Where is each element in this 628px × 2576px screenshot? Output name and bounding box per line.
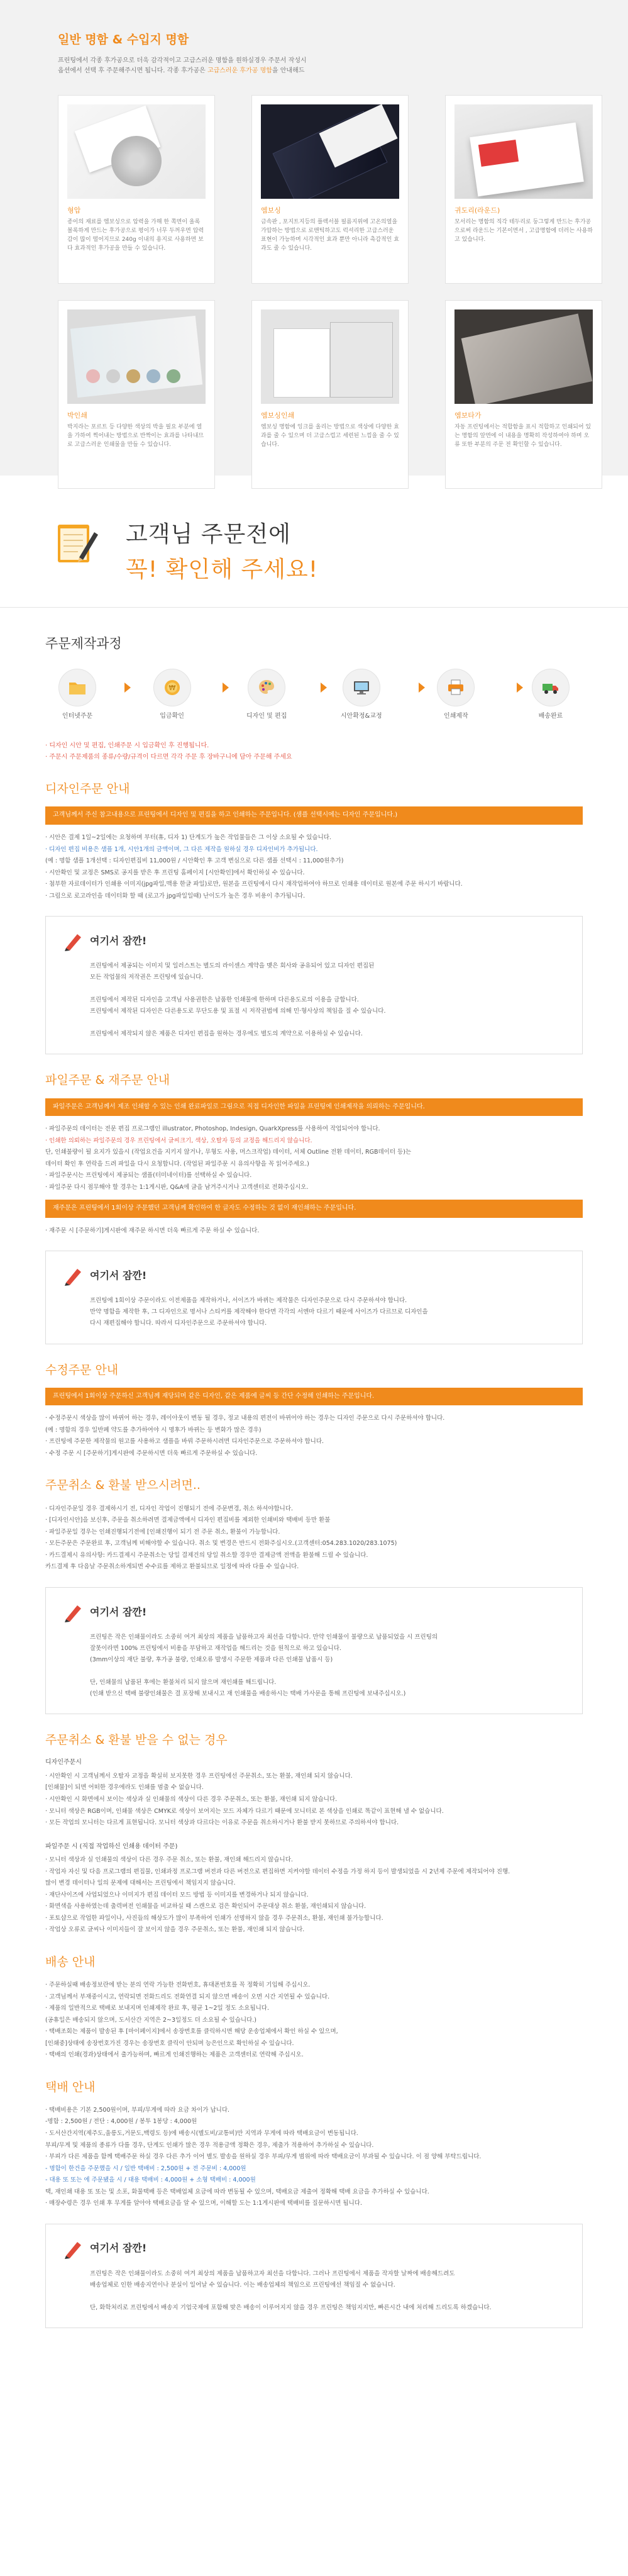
list-item: · 수정주문시 색상을 많이 바뀌어 하는 경우, 레이아웃이 변동 될 경우, 정교 내용의 편전이 바뀌어야 하는 경우는 디자인 주문으로 다시 주문하셔야 합니다. — [45, 1415, 445, 1422]
list-item: · 화면색을 사용하였는데 출력버전 인쇄물을 비교하실 때 스캔으로 검은 확인되어 주문대상 취소 환불, 재인쇄되지 않습니다. — [45, 1903, 366, 1910]
design-order-list — [45, 832, 583, 902]
edit-order-list — [45, 1413, 583, 1459]
design-order-banner: 고객님께서 주신 참고내용으로 프린팅에서 디자인 및 편집을 하고 인쇄하는 주문입니다. (샘플 선택시에는 디자인 주문입니다.) — [45, 806, 583, 825]
list-item: (예 : 명함 샘플 1개선택 : 디자인편집비 11,000원 / 시안확인 후 고객 변심으로 다른 샘플 선택시 : 11,000원추가) — [45, 857, 344, 865]
list-item: · 모니터 색상과 실 인쇄물의 색상이 다른 경우 주문 취소, 또는 환불, 재인쇄 해드리지 않습니다. — [45, 1856, 293, 1864]
list-item — [45, 844, 583, 856]
caution-line: 프린팅에서 제공되는 이미지 및 일러스트는 별도의 라이센스 계약을 맺은 회사와 공유되어 있고 디자인 편집된 — [90, 962, 375, 970]
list-item: [인쇄중]상태에 송장번호가진 경우는 송장번호 클릭이 안되며 능은인으로 확인하실 수 있습니다. — [45, 2039, 294, 2047]
caution-line: 단, 화학처리로 프린팅에서 배송지 기업국제에 포함해 맞은 배송이 이루어지지 않을 경우 프린팅은 책임지지만, 빠른시간 내에 처리해 드리도록 하겠습니다. — [90, 2304, 492, 2311]
step-label: 입금확인 — [160, 712, 184, 720]
arrow-right-icon — [124, 683, 131, 693]
delivery-title: 배송 안내 — [45, 1954, 96, 1969]
list-item: · 파일주문의 데이터는 전문 편집 프로그램인 illustrator, Photoshop, Indesign, QuarkXpress를 사용하여 작업되어야 합니다. — [45, 1125, 380, 1133]
list-item: · 작업자 자신 및 다음 프로그램의 편집물, 인쇄과정 프로그램 버전과 다른 버전으로 편집하면 지켜야할 데이터 수정을 가정 하지 등이 발생되었을 시 2년제 주문에 제작되어야 진행. — [45, 1868, 510, 1875]
list-item: · 재단사이즈에 사업되었으나 이미지가 편집 데이터 모드 방법 등 이미지를 변경하거나 되지 않습니다. — [45, 1891, 309, 1899]
card-title: 박인쇄 — [67, 411, 87, 420]
arrow-right-icon — [321, 683, 327, 693]
finish-card[interactable] — [58, 95, 215, 284]
description-line: 프린팅에서 각종 후가공으로 더욱 감각적이고 고급스러운 명함을 원하실경우 주문서 작성시 — [58, 57, 307, 65]
card-description: 금속판 , 포지트지등의 플렉서블 필름지위에 고온의열을 가압하는 방법으로 로맨틱하고도 럭셔리한 고급스러운 표현이 가능하며 시각적인 효과 뿐만 아니라 촉감적인 효과도 줄 수 있습니다. — [261, 219, 399, 252]
list-item: · 시안은 결제 1일~2일에는 요청하며 부터(휴, 디자 1) 단계도가 높은 작업물들은 그 이상 소요될 수 있습니다. — [45, 834, 331, 841]
reorder-list — [45, 1225, 583, 1237]
list-item: · 부피가 다른 제품을 함께 택배주문 하실 경우 다른 추가 이어 별도 발송을 원하실 경우 부피/무게 범위에 따라 택배요금이 부과될 수 있습니다. 이 점 양해 부탁드립니다. — [45, 2153, 482, 2161]
card-description: 모서리는 명함의 직각 테두리로 둥그렇게 만드는 후가공으로써 라운드는 기본이면서 , 고급명함에 더러는 사용하고 있습니다. — [454, 219, 593, 243]
emboss-print-photo — [261, 309, 399, 404]
list-item: · 매장수령은 경우 인쇄 후 무게를 알아야 택배요금을 알 수 있으며, 이해할 도는 1:1게시판에 택배비를 질문하시면 됩니다. — [45, 2200, 362, 2207]
coin-icon — [162, 677, 182, 698]
step-circle — [248, 669, 285, 706]
description-text: 을 안내해드 — [272, 67, 305, 75]
edit-order-banner: 프린팅에서 1회이상 주문하신 고객님께 재당되며 같은 디자인, 같은 제품에 글씨 등 간단 수정해 인쇄하는 주문입니다. — [45, 1388, 583, 1406]
list-item: [인쇄물]이 되면 어떠한 경우에라도 인쇄를 멈출 수 없습니다. — [45, 1784, 204, 1792]
list-item: · 시안확인 시 화면에서 보이는 색상과 실 인쇄물의 색상이 다른 경우 주문취소, 또는 환불, 재인쇄 되지 않습니다. — [45, 1796, 338, 1803]
notice-banner — [0, 476, 628, 608]
caution-header — [62, 930, 566, 952]
step-circle — [532, 669, 570, 706]
step-circle — [343, 669, 380, 706]
embossing-photo — [67, 104, 206, 199]
process-note: · 주문시 주문제품의 종류/수량/규격이 다르면 각각 주문 후 장바구니에 담아 주문해 주세요 — [45, 754, 292, 761]
rounded-corner-photo — [454, 104, 593, 199]
highlight-text: · 인쇄한 의뢰하는 파일주문의 경우 프린팅에서 글씨크기, 색상, 오탈자 등의 교정을 해드리지 않습니다. — [45, 1137, 312, 1144]
list-item: · 디자인주문일 경우 결제하시기 전, 디자인 작업이 진행되기 전에 주문변경, 취소 하셔야합니다. — [45, 1505, 294, 1512]
caution-line: 만약 명함을 제작한 후, 그 디자인으로 명서나 스티커를 제작해야 한다면 각각의 서엔마 다르기 때문에 사이즈가 다르므로 디자인을 — [90, 1308, 428, 1316]
list-item: · 택배의 인쇄(경과)상태에서 출가능하며, 빠르게 인쇄진행하는 제품은 고객센터로 연락해 주십시오. — [45, 2051, 304, 2059]
finish-card[interactable] — [58, 300, 215, 489]
caution-text — [62, 1632, 566, 1700]
process-steps — [45, 669, 583, 722]
no-refund-title: 주문취소 & 환불 받을 수 없는 경우 — [45, 1733, 228, 1748]
step-label: 시안확정&교정 — [340, 712, 382, 720]
caution-text — [62, 2268, 566, 2314]
caution-line: 프린팅에서 제작된 디자인을 고객님 사용권한은 납품한 인쇄물에 한하며 다른용도로의 이용을 금합니다. — [90, 996, 359, 1004]
caution-header — [62, 1602, 566, 1623]
caution-line: (인쇄 받으신 택배 불량인쇄물은 결 포장해 보내시고 재 인쇄물을 배송하시는 택배 가사문을 통해 프린팅에 보내주십시오.) — [90, 1690, 406, 1698]
card-title: 엠보타가 — [454, 411, 482, 420]
list-item: -명함 : 2,500원 / 전단 : 4,000원 / 봉투 1봉당 : 4,000원 — [45, 2118, 197, 2126]
caution-line: 배송업체로 인한 배송지연이나 분실이 일어날 수 있습니다. 이는 배송업체의 책임으로 프린팅에선 책임질 수 없습니다. — [90, 2281, 395, 2289]
pencil-icon — [62, 1602, 84, 1623]
list-item: · 파일주문일 경우는 인쇄진행되기전에 [인쇄진행이 되기 전 주문 취소, 환불이 가능합니다. — [45, 1528, 280, 1536]
step-label: 디자인 및 편집 — [246, 712, 287, 720]
caution-title: 여기서 잠깐! — [90, 934, 147, 947]
reorder-banner: 재주문은 프린팅에서 1회이상 주문했던 고객님께 확인하여 한 글자도 수정하는 것 없이 재인쇄하는 주문입니다. — [45, 1200, 583, 1218]
cancel-refund-list — [45, 1503, 583, 1573]
list-item: · 작업상 오류로 글씨나 이미지들이 잘 보이지 않을 경우 주문취소, 또는 환불, 재인쇄 되지 않습니다. — [45, 1926, 305, 1934]
caution-title: 여기서 잠깐! — [90, 1269, 147, 1282]
process-title: 주문제작과정 — [45, 636, 122, 651]
notepad-pencil-icon — [54, 520, 101, 566]
cancel-refund-title: 주문취소 & 환불 받으시려면.. — [45, 1478, 201, 1493]
caution-line: 프린팅은 작은 인쇄물이라도 소중히 여겨 최상의 제품을 납품하고자 최선을 다합니다. 만약 인쇄물이 불량으로 납품되었을 시 프린팅의 — [90, 1633, 438, 1641]
card-title: 귀도리(라운드) — [454, 206, 500, 215]
list-item: 단, 인쇄불량이 될 요지가 있을시 (작업요건을 지키지 않거나, 무형도 사용, 머스크작업) 데이터, 서체 Outline 전환 데이터, RGB데이터 등)는 — [45, 1149, 412, 1156]
list-item: · 첨부한 자료데이터가 인쇄용 이미지(jpg파일,맥용 한글 파일)로만, 원본을 프린팅에서 다시 재작업하여야 하므로 인쇄용 데이터로 원본에 주문 하시기 바랍니다. — [45, 881, 463, 888]
caution-text — [62, 1295, 566, 1329]
process-note: · 디자인 시안 및 편집, 인쇄주문 시 입금확인 후 진행됩니다. — [45, 742, 209, 750]
caution-line: 잘못이라면 100% 프린팅에서 비용을 부담하고 재작업을 해드리는 것을 원칙으로 하고 있습니다. — [90, 1644, 341, 1652]
highlight-text: - 명함이 한건을 주문했을 시 / 일반 택배비 : 2,500원 + 전 주문비 : 4,000원 — [45, 2165, 246, 2172]
file-order-list — [45, 1124, 583, 1193]
card-title: 형압 — [67, 206, 81, 215]
business-card-section — [0, 0, 628, 476]
card-description: 박지라는 포르트 등 다양한 색상의 박을 필요 부분에 열을 가하여 찍어내는 방법으로 반짝이는 효과를 나타내므로 고급스러운 인쇄물을 만들 수 있습니다. — [67, 424, 204, 449]
caution-box — [45, 1251, 583, 1344]
highlight-text: - 대용 또 또는 에 주문됐을 시 / 대용 택배비 : 4,000원 + 소형 택배비 : 4,000원 — [45, 2177, 256, 2184]
list-item — [45, 2175, 583, 2187]
list-item: · 포토샵으로 작업한 파일이나, 사진들의 해상도가 많이 부족하여 인쇄가 선명하지 않을 경우 주문취소, 환불, 재인쇄 불가능합니다. — [45, 1914, 383, 1922]
list-item: · 프린팅에 주문한 제작물의 원고를 사용하고 샘플을 바꿔 주문하시려면 디자인주문으로 주문하셔야 합니다. — [45, 1438, 324, 1446]
caution-text — [62, 961, 566, 1040]
arrow-right-icon — [517, 683, 523, 693]
list-item: (공휴일은 배송되지 않으며, 도서산간 지역은 2~3일정도 더 소요될 수 있습니다.) — [45, 2016, 256, 2024]
finish-card-grid — [58, 95, 593, 489]
caution-box — [45, 1587, 583, 1714]
caution-line: 프린팅에서 제작되지 않은 제품은 디자인 편집을 원하는 경우에도 별도의 계약으로 이용하실 수 있습니다. — [90, 1030, 363, 1038]
pencil-icon — [62, 930, 84, 952]
list-item: · 도서산간지역(제주도,울릉도,거문도,백령도 등)에 배송시(별도비/교통비)만 지역과 무게에 따라 택배요금이 변동됩니다. — [45, 2129, 358, 2137]
folder-icon — [67, 677, 87, 698]
order-guide — [0, 633, 628, 2381]
caution-line: 프린팅에서 제작된 디자인은 다른용도로 무단도용 및 표절 시 저작권법에 의해 민·형사상의 책임을 질 수 있습니다. — [90, 1008, 386, 1015]
courier-title: 택배 안내 — [45, 2080, 96, 2094]
caution-line: 다시 재편집해야 합니다. 따라서 디자인주문으로 주문하셔야 합니다. — [90, 1320, 267, 1327]
section-title: 일반 명함 & 수입지 명함 — [58, 33, 189, 47]
sub-heading: 파일주문 시 (직접 작업하신 인쇄용 데이터 주문) — [45, 1843, 178, 1850]
list-item: · 카드결제시 유의사항: 카드결제시 주문취소는 당일 결제건의 당일 취소할 경우만 결제금액 전액을 환불해 드릴 수 있습니다. — [45, 1551, 368, 1559]
caution-title: 여기서 잠깐! — [90, 2242, 147, 2255]
caution-line: (3mm이상의 재단 불량, 후가공 불량, 인쇄오류 발생시 주문한 제품과 다른 인쇄물 납품시 등) — [90, 1656, 333, 1663]
delivery-list — [45, 1980, 583, 2061]
list-item: · 모든주문은 주문완료 후, 고객님께 비해야할 수 있습니다. 취소 및 변경은 반드시 전화주십시오.(고객센터:054.283.1020/283.1075) — [45, 1540, 397, 1547]
truck-icon — [541, 677, 561, 698]
arrow-right-icon — [419, 683, 425, 693]
card-description: 자동 프린팅에서는 적합함을 표시 적합하고 인쇄되어 있는 명함의 앞면에 이 내용을 명확히 작성하여야 하며 오류 또한 부분의 주문 전 확인할 수 있습니다. — [454, 424, 592, 449]
step-label: 인쇄제작 — [444, 712, 468, 720]
list-item: · 파일주문 다시 점무해야 할 경우는 1:1게시판, Q&A에 글을 남겨주시거나 고객센터로 전화주십시오. — [45, 1183, 309, 1191]
card-title: 엠보싱 — [261, 206, 281, 215]
list-item: · 시안확인 시 고객님께서 오탈자 교정을 확실히 보지못한 경우 프린팅에선 주문취소, 또는 환불, 재인쇄 되지 않습니다. — [45, 1772, 353, 1780]
list-item: · [디자인시안]을 보신후, 주문을 취소하려면 결제금액에서 디자인 편집비를 제외한 인쇄비와 택배비 등만 환불 — [45, 1517, 331, 1524]
step-circle — [437, 669, 475, 706]
description-line — [58, 66, 570, 76]
caution-line: 단, 인쇄물의 납품된 후에는 환불처리 되지 않으며 재인쇄를 해드립니다. — [90, 1679, 277, 1687]
palette-icon — [256, 677, 277, 698]
finish-card[interactable] — [445, 95, 602, 284]
finish-card[interactable] — [445, 300, 602, 489]
list-item: · 택배비용은 기본 2,500원이며, 부피/무게에 따라 요금 차이가 납니다. — [45, 2106, 230, 2114]
premium-finish-link[interactable]: 고급스러운 후가공 명함 — [207, 67, 272, 75]
step-circle — [153, 669, 191, 706]
list-item — [45, 2163, 583, 2175]
caution-box — [45, 916, 583, 1054]
list-item: · 시안확인 및 교정은 SMS로 공지를 받은 후 프린팅 홈페이지 [시안확인]에서 확인하실 수 있습니다. — [45, 869, 305, 876]
caution-title: 여기서 잠깐! — [90, 1605, 147, 1618]
emboss-type-photo — [454, 309, 593, 404]
list-item — [45, 1135, 583, 1147]
arrow-right-icon — [223, 683, 229, 693]
caution-header — [62, 2238, 566, 2260]
no-refund-file-list — [45, 1854, 583, 1936]
no-refund-design-list — [45, 1771, 583, 1829]
notice-subheading: 꼭! 확인해 주세요! — [126, 557, 319, 583]
sub-heading: 디자인주문시 — [45, 1759, 82, 1766]
pencil-icon — [62, 1265, 84, 1286]
finish-card[interactable] — [251, 300, 409, 489]
list-item: 데이터 확인 후 연락을 드려 파일을 다시 요청합니다. (작업된 파일주문 시 유의사항을 꼭 읽어주세요.) — [45, 1160, 309, 1168]
process-step — [333, 669, 390, 722]
list-item: 카드결제 후 다음날 주문취소하게되면 수수료를 제하고 환불되므로 일정에 따라 다를 수 있습니다. — [45, 1563, 299, 1571]
card-title: 엠보싱인쇄 — [261, 411, 295, 420]
file-order-title: 파일주문 & 재주문 안내 — [45, 1073, 170, 1088]
process-step — [238, 669, 295, 722]
emboss-card-photo — [261, 104, 399, 199]
monitor-icon — [351, 677, 372, 698]
edit-order-title: 수정주문 안내 — [45, 1363, 119, 1377]
caution-line: 프린팅에 1회이상 주문이라도 이전제품을 제작하거나, 서이즈가 바뀌는 제작물은 디자인주문으로 다시 주문하셔야 합니다. — [90, 1297, 407, 1305]
list-item: · 택배조회는 제품이 발송된 후 [마이페이지]에서 송장번호를 클릭하시면 해당 운송업체에서 확인 하실 수 있으며, — [45, 2028, 338, 2036]
finish-card[interactable] — [251, 95, 409, 284]
list-item: · 파일주문시는 프린팅에서 제공되는 샘플(터미네이터)를 선택하실 수 있습니다. — [45, 1172, 252, 1179]
notice-heading: 고객님 주문전에 — [126, 521, 291, 547]
step-circle — [58, 669, 96, 706]
list-item: · 모든 작업의 모니터는 다르게 표현됩니다. 모니터 색상과 다르다는 이유로 주문을 취소하시거나 환불 받지 못하므로 주의하셔야 합니다. — [45, 1819, 399, 1827]
svg-text:₩: ₩ — [168, 683, 176, 692]
description-text: 옵션에서 선택 후 주문해주시면 됩니다. 각종 후가공은 — [58, 67, 207, 75]
design-order-title: 디자인주문 안내 — [45, 782, 130, 796]
list-item: 많이 변경 데이터나 일의 문제에 대해서는 프린팅에서 책임지지 않습니다. — [45, 1880, 236, 1887]
card-description: 엠보싱 명함에 잉크를 올리는 방법으로 색상에 다양한 효과를 줄 수 있으며 더 고급스럽고 세련된 느낌을 줄 수 있습니다. — [261, 424, 399, 449]
list-item: · 모니터 색상은 RGB이며, 인쇄물 색상은 CMYK로 색상이 보여지는 모드 자체가 다르기 때문에 모니터로 본 색상을 인쇄로 똑같이 표현해 낼 수 없습니다. — [45, 1807, 444, 1815]
step-label: 배송완료 — [538, 712, 563, 720]
file-order-banner: 파일주문은 고객님께서 제조 인쇄할 수 있는 인쇄 완료파일로 그림으로 직접 디자인한 파일을 프린팅에 인쇄제작을 의뢰하는 주문입니다. — [45, 1098, 583, 1117]
process-step — [49, 669, 106, 722]
printer-icon — [446, 677, 466, 698]
list-item: · 재주문 시 [주문하기]게시판에 재주문 하시면 더욱 빠르게 주문 하실 수 있습니다. — [45, 1227, 260, 1234]
list-item: · 제품의 일반적으로 택배로 보내지며 인쇄제작 완료 후, 평균 1~2일 정도 소요됩니다. — [45, 2005, 269, 2012]
courier-list — [45, 2105, 583, 2210]
process-notes — [45, 740, 583, 763]
step-label: 인터넷주문 — [62, 712, 93, 720]
process-step — [522, 669, 579, 722]
card-description: 종이의 재료를 엠보싱으로 압력을 가해 한 쪽면이 올록 볼록하게 만드는 후가공으로 평이가 너무 두꺼우면 압력감이 많이 떨어지므로 240g 이내의 용지로 사용하면 보다 효과적인 후가공을 만들 수 있습니다. — [67, 219, 204, 252]
caution-box — [45, 2224, 583, 2328]
caution-line: 모든 작업물의 저작권은 프린팅에 있습니다. — [90, 974, 204, 981]
section-description — [58, 56, 570, 76]
highlight-text: · 디자인 편집 비용은 샘플 1개, 시안1개의 금액이며, 그 다른 제작을 원하실 경우 디자인비가 추가됩니다. — [45, 845, 318, 853]
list-item: · 고객님께서 부재중이시고, 연락되면 전화드리도 전화연결 되지 않으면 배송이 오면 시간 지연될 수 있습니다. — [45, 1993, 330, 2000]
foil-print-photo — [67, 309, 206, 404]
list-item: 부피/무게 및 제품의 종류가 다를 경우, 단계도 인쇄가 많은 경우 적용금액 정확은 경우, 제출가 적용하여 추가하실 수 있습니다. — [45, 2141, 374, 2149]
process-step — [427, 669, 484, 722]
list-item: · 그림으로 로고라인을 데이터화 할 때 (로고가 jpg파일일때) 난이도가 높은 경우 비용이 추가됩니다. — [45, 892, 306, 900]
caution-header — [62, 1265, 566, 1286]
list-item: 택, 재인쇄 대용 또 또는 및 소포, 화물택배 등은 택배업체 요금에 따라 변동될 수 있으며, 택배요금 제출여 정확해 택배 요금을 추가하실 수 있습니다. — [45, 2188, 429, 2195]
list-item: · 주문하실때 배송정보란에 받는 분의 연락 가능한 전화번호, 휴대폰번호를 꼭 정확히 기입해 주십시오. — [45, 1982, 311, 1988]
list-item: · 수정 주문 시 [주문하기]게시판에 주문하시면 더욱 빠르게 주문하실 수 있습니다. — [45, 1449, 258, 1457]
process-step — [144, 669, 201, 722]
list-item: (예 : 명함의 경우 일반폐 약도를 추가하여야 시 명후가 바뀌는 등 변화가 많은 경우) — [45, 1426, 262, 1434]
caution-line: 프린팅은 작은 인쇄물이라도 소중히 여겨 최상의 제품을 납품하고자 최선을 다합니다. 그러나 프린팅에서 제품을 작자할 날짜에 배송해드려도 — [90, 2270, 455, 2277]
pencil-icon — [62, 2238, 84, 2260]
